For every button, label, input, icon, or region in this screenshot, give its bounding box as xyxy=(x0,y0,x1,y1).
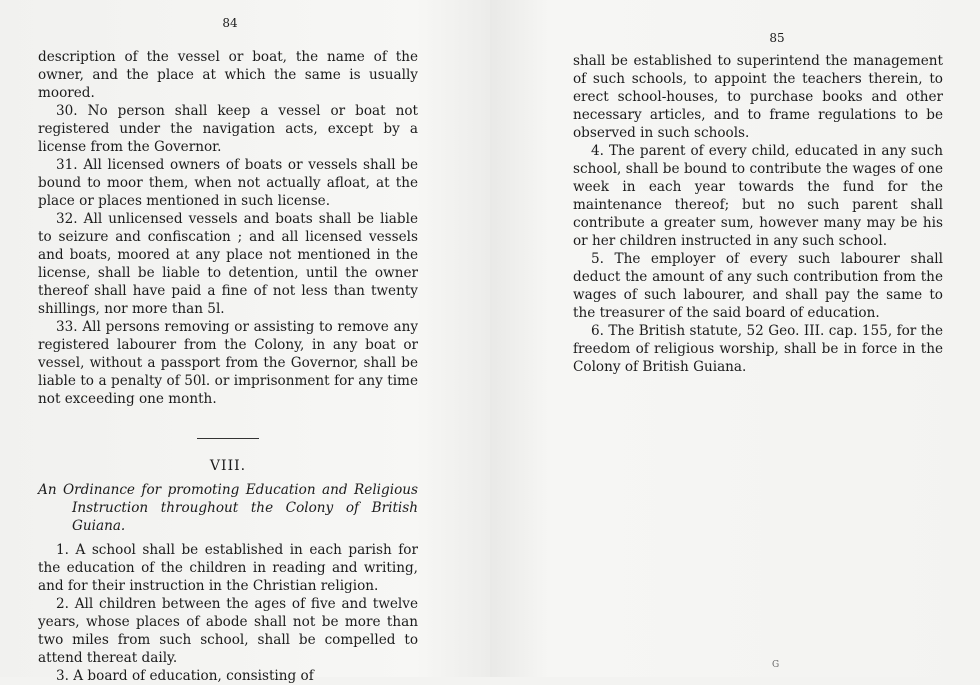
right-text-column xyxy=(573,52,943,376)
paragraph: 5. The employer of every such labourer shall deduct the amount of any such contribution from the wages of such labourer, and shall pay the same to the treasurer of the said board of education. xyxy=(573,251,943,321)
paragraph: 6. The British statute, 52 Geo. III. cap. 155, for the freedom of religious worship, shall be in force in the Colony of British Guiana. xyxy=(573,323,943,375)
paragraph: 32. All unlicensed vessels and boats shall be liable to seizure and confiscation ; and all licensed vessels and boats, moored at any place not mentioned in the license, shall be liable to detention, until the owner thereof shall have paid a fine of not less than twenty shillings, nor more than 5l. xyxy=(38,211,418,317)
section-heading: VIII. xyxy=(209,458,247,474)
paragraph: 4. The parent of every child, educated in any such school, shall be bound to contribute the wages of one week in each year towards the fund for the maintenance thereof; but no such parent shall contribute a greater sum, however many may be his or her children instructed in any such school. xyxy=(573,143,943,249)
paragraph: shall be established to superintend the management of such schools, to appoint the teachers therein, to erect school-houses, to purchase books and other necessary articles, and to frame regulations to be observed in such schools. xyxy=(573,53,943,141)
paragraph: 31. All licensed owners of boats or vessels shall be bound to moor them, when not actually afloat, at the place or places mentioned in such license. xyxy=(38,157,418,209)
paragraph: 1. A school shall be established in each parish for the education of the children in reading and writing, and for their instruction in the Christian religion. xyxy=(38,542,418,594)
section-divider xyxy=(197,438,259,439)
paragraph: 33. All persons removing or assisting to remove any registered labourer from the Colony, in any boat or vessel, without a passport from the Governor, shall be liable to a penalty of 50l. or imprisonment for any time not exceeding one month. xyxy=(38,319,418,407)
page-number: 84 xyxy=(222,16,238,30)
page-number: 85 xyxy=(769,31,785,45)
paragraph: description of the vessel or boat, the name of the owner, and the place at which the same is usually moored. xyxy=(38,49,418,101)
left-page xyxy=(0,0,490,684)
signature-mark: G xyxy=(772,660,780,670)
paragraph: 30. No person shall keep a vessel or boat not registered under the navigation acts, except by a license from the Governor. xyxy=(38,103,418,155)
right-page xyxy=(490,0,980,677)
ordinance-title: An Ordinance for promoting Education and Religious Instruction throughout the Colony of British Guiana. xyxy=(38,482,418,534)
left-text-column xyxy=(38,48,418,685)
paragraph: 2. All children between the ages of five and twelve years, whose places of abode shall not be more than two miles from such school, shall be compelled to attend thereat daily. xyxy=(38,596,418,666)
paragraph: 3. A board of education, consisting of xyxy=(56,668,314,684)
